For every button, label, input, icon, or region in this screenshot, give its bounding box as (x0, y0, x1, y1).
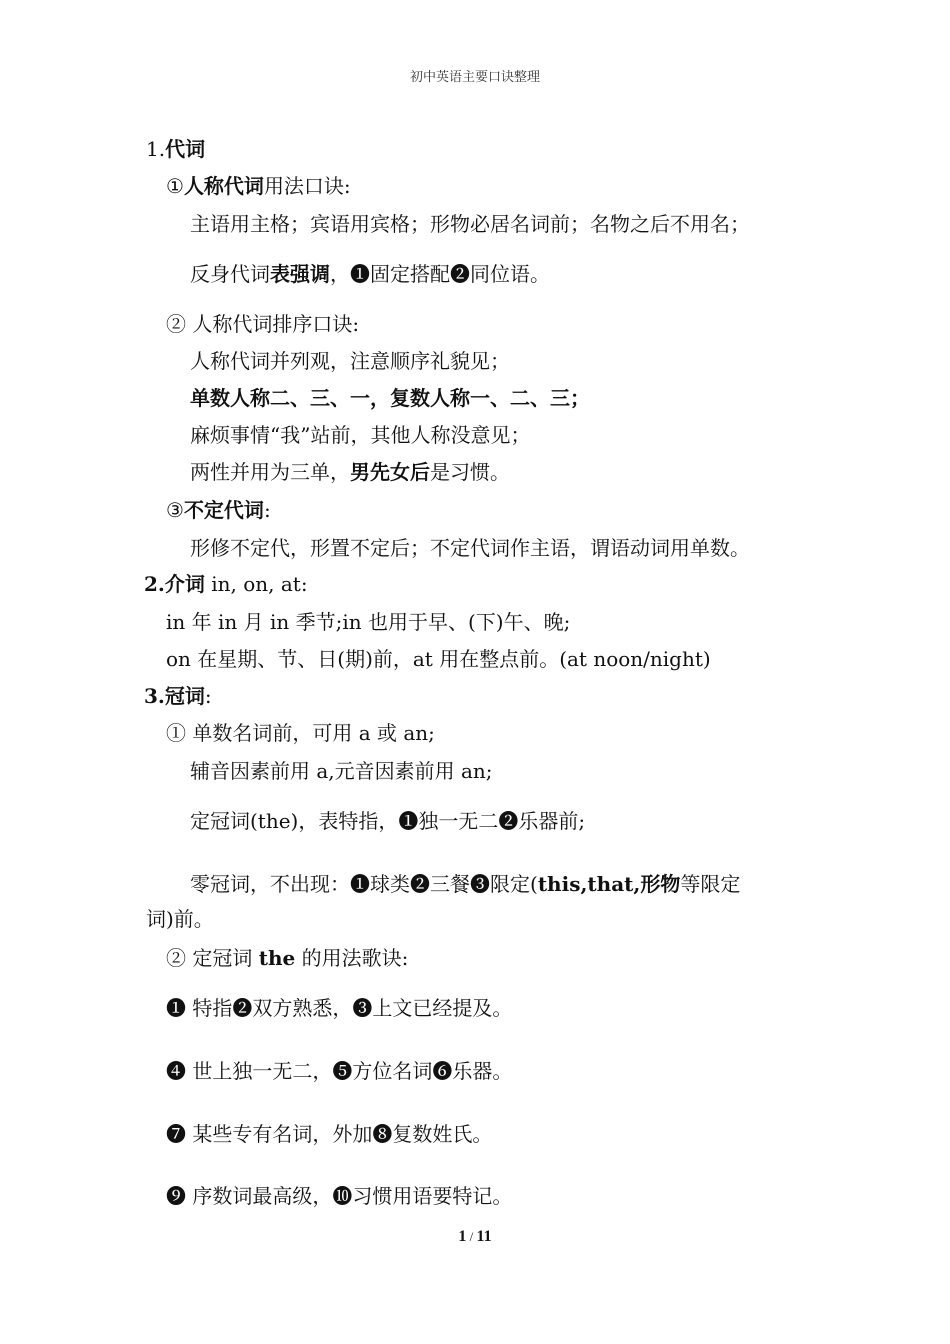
the-usage-rest: 的用法歌诀: (295, 946, 409, 970)
subsection-1-heading (166, 173, 351, 199)
subsection-3-title: 不定代词 (183, 498, 264, 522)
reflexive-text: 反身代词 (190, 262, 270, 286)
reflexive-rest: ，❶固定搭配❷同位语。 (330, 262, 550, 286)
section-2-title: 介词 (164, 572, 205, 596)
section-3-heading (144, 683, 212, 709)
section-3-line-3: 定冠词(the)，表特指，❶独一无二❷乐器前; (190, 809, 586, 833)
section-2-line-2 (166, 646, 711, 672)
gender-text: 两性并用为三单， (190, 460, 350, 484)
rhyme-line-4: ❾ 序数词最高级，❿习惯用语要特记。 (166, 1184, 513, 1208)
subsection-1-marker: ① (166, 174, 184, 198)
subsection-2-line-1: 人称代词并列观，注意顺序礼貌见； (190, 349, 510, 373)
subsection-1-title: 人称代词 (183, 174, 264, 198)
section-3-rest: : (204, 684, 212, 708)
male-first-text: 男先女后 (350, 460, 430, 484)
section-2-line-1: in 年 in 月 in 季节;in 也用于早、(下)午、晚; (166, 610, 571, 634)
section-3-line-5: 词)前。 (146, 907, 214, 931)
on-rest: 在星期、节、日(期)前，at 用在整点前。(at noon/night) (190, 647, 711, 671)
section-1-number: 1. (146, 137, 166, 161)
section-3-line-6 (166, 945, 408, 971)
subsection-3-marker: ③ (166, 498, 184, 522)
subsection-3-rest: : (263, 498, 271, 522)
section-2-heading (144, 571, 308, 597)
rhyme-line-1: ❶ 特指❷双方熟悉，❸上文已经提及。 (166, 996, 513, 1020)
section-2-number: 2. (144, 572, 165, 596)
section-3-line-2: 辅音因素前用 a,元音因素前用 an; (190, 759, 493, 783)
subsection-2-line-2: 单数人称二、三、一，复数人称一、二、三； (190, 386, 590, 410)
total-pages: 11 (476, 1228, 492, 1245)
section-1-heading (146, 136, 205, 162)
subsection-1-line-1: 主语用主格；宾语用宾格；形物必居名词前；名物之后不用名； (190, 212, 750, 236)
emphasis-text: 表强调 (270, 262, 330, 286)
subsection-1-rest: 用法口诀: (263, 174, 351, 198)
page-number (0, 1228, 950, 1246)
rhyme-line-2: ❹ 世上独一无二，❺方位名词❻乐器。 (166, 1059, 513, 1083)
subsection-3-line-1: 形修不定代，形置不定后；不定代词作主语，谓语动词用单数。 (190, 536, 750, 560)
section-3-line-4 (190, 871, 740, 897)
zero-article-text: 零冠词，不出现：❶球类❷三餐❸限定( (190, 872, 538, 896)
zero-article-bold: this,that,形物 (537, 872, 681, 896)
subsection-2-line-3: 麻烦事情“我”站前，其他人称没意见； (190, 423, 531, 447)
section-3-line-1: ① 单数名词前，可用 a 或 an; (166, 721, 435, 745)
subsection-2-heading: ② 人称代词排序口诀: (166, 312, 360, 336)
subsection-2-line-4 (190, 459, 510, 485)
page-header: 初中英语主要口诀整理 (409, 70, 540, 85)
section-3-number: 3. (144, 684, 165, 708)
gender-rest: 是习惯。 (430, 460, 510, 484)
zero-article-rest: 等限定 (680, 872, 741, 896)
on-text: on (166, 647, 191, 671)
section-3-title: 冠词 (164, 684, 205, 708)
current-page: 1 (458, 1228, 467, 1245)
section-2-rest: in, on, at: (204, 572, 308, 596)
section-1-title: 代词 (165, 137, 206, 161)
the-bold: the (258, 946, 296, 970)
subsection-1-line-2 (190, 261, 550, 287)
rhyme-line-3: ❼ 某些专有名词，外加❽复数姓氏。 (166, 1122, 493, 1146)
subsection-3-heading (166, 497, 271, 523)
the-usage-text: ② 定冠词 (166, 946, 259, 970)
page-separator: / (466, 1229, 477, 1244)
